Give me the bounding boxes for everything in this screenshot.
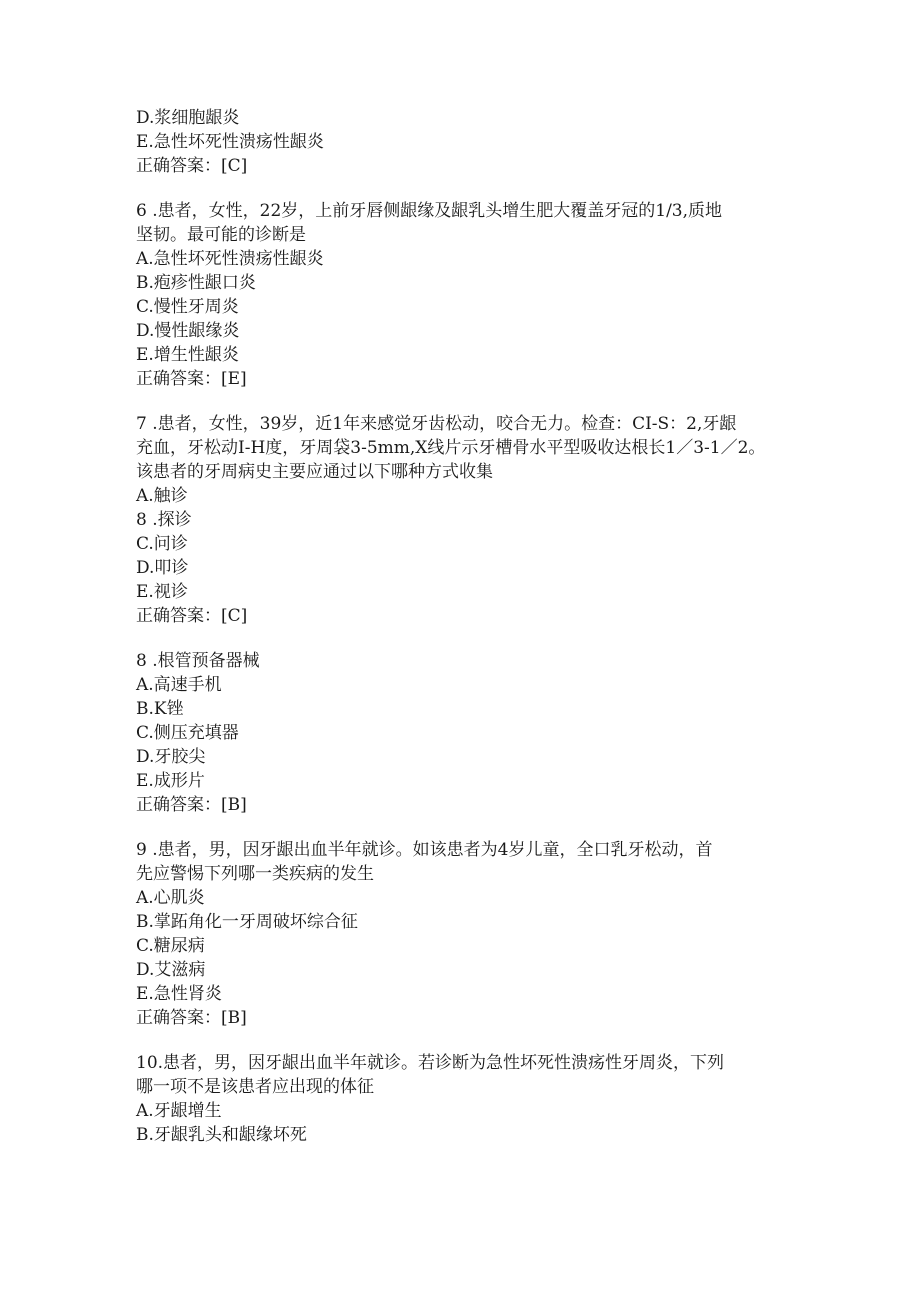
option-line: E.增生性龈炎 <box>136 345 239 365</box>
option-line: E.急性肾炎 <box>136 984 222 1004</box>
question-stem: 坚韧。最可能的诊断是 <box>136 225 306 245</box>
question-stem: 9 .患者，男，因牙龈出血半年就诊。如该患者为4岁儿童，全口乳牙松动，首 <box>136 840 713 860</box>
question-stem: 6 .患者，女性，22岁，上前牙唇侧龈缘及龈乳头增生肥大覆盖牙冠的1/3,质地 <box>136 201 723 221</box>
spacer <box>136 817 786 838</box>
option-line: D.艾滋病 <box>136 960 206 980</box>
answer-line: 正确答案：[E] <box>136 369 247 389</box>
option-line: B.牙龈乳头和龈缘坏死 <box>136 1125 307 1145</box>
option-line: A.触诊 <box>136 486 188 506</box>
question-6 <box>136 199 786 391</box>
option-line: A.牙龈增生 <box>136 1101 222 1121</box>
spacer <box>136 178 786 199</box>
question-stem: 哪一项不是该患者应出现的体征 <box>136 1077 374 1097</box>
question-stem: 先应警惕下列哪一类疾病的发生 <box>136 864 374 884</box>
question-8 <box>136 649 786 817</box>
question-stem: 8 .根管预备器械 <box>136 651 260 671</box>
option-line: E.急性坏死性溃疡性龈炎 <box>136 132 324 152</box>
option-line: D.慢性龈缘炎 <box>136 321 240 341</box>
option-line: A.急性坏死性溃疡性龈炎 <box>136 249 324 269</box>
spacer <box>136 628 786 649</box>
option-line: D.叩诊 <box>136 558 189 578</box>
option-line: B.掌跖角化一牙周破坏综合征 <box>136 912 358 932</box>
option-line: D.浆细胞龈炎 <box>136 108 240 128</box>
option-line: B.疱疹性龈口炎 <box>136 273 256 293</box>
question-stem: 7 .患者，女性，39岁，近1年来感觉牙齿松动，咬合无力。检查：CI-S：2,牙龈 <box>136 414 737 434</box>
question-7 <box>136 412 786 628</box>
spacer <box>136 391 786 412</box>
option-line: E.视诊 <box>136 582 188 602</box>
question-10 <box>136 1051 786 1147</box>
option-line: D.牙胶尖 <box>136 747 206 767</box>
answer-line: 正确答案：[C] <box>136 156 248 176</box>
option-line: A.高速手机 <box>136 675 222 695</box>
option-line: E.成形片 <box>136 771 205 791</box>
answer-line: 正确答案：[C] <box>136 606 248 626</box>
option-line: C.侧压充填器 <box>136 723 239 743</box>
question-stem: 10.患者，男，因牙龈出血半年就诊。若诊断为急性坏死性溃疡性牙周炎，下列 <box>136 1053 725 1073</box>
document-page <box>136 106 786 1147</box>
question-stem: 该患者的牙周病史主要应通过以下哪种方式收集 <box>136 462 493 482</box>
spacer <box>136 1030 786 1051</box>
question-fragment <box>136 106 786 178</box>
option-line: C.问诊 <box>136 534 188 554</box>
question-9 <box>136 838 786 1030</box>
option-line: C.糖尿病 <box>136 936 205 956</box>
answer-line: 正确答案：[B] <box>136 1008 247 1028</box>
option-line: C.慢性牙周炎 <box>136 297 239 317</box>
answer-line: 正确答案：[B] <box>136 795 247 815</box>
option-line: A.心肌炎 <box>136 888 205 908</box>
option-line: 8 .探诊 <box>136 510 192 530</box>
option-line: B.K锉 <box>136 699 184 719</box>
question-stem: 充血，牙松动I-H度，牙周袋3-5mm,X线片示牙槽骨水平型吸收达根长1／3-1／2。 <box>136 438 766 458</box>
